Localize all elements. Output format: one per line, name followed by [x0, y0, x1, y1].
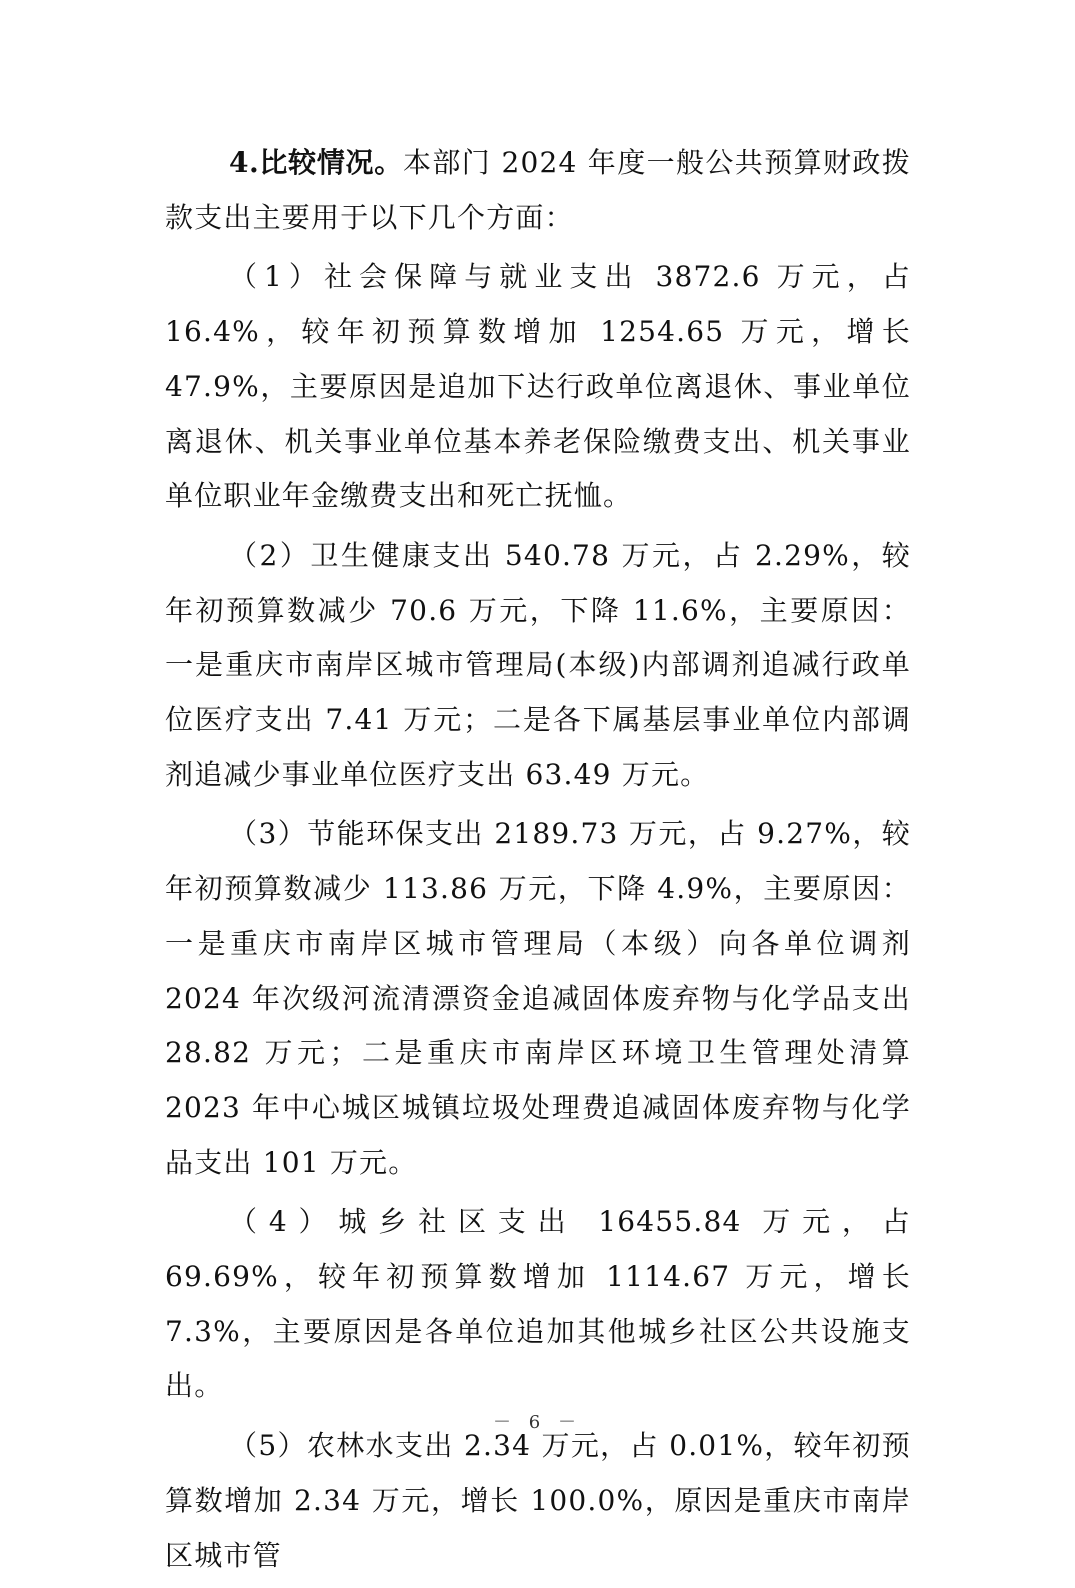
section-heading: 4.比较情况。	[229, 146, 403, 179]
paragraph-text: （4）城乡社区支出 16455.84 万元，占 69.69%，较年初预算数增加 1114.67 万元，增长 7.3%，主要原因是各单位追加其他城乡社区公共设施支出。	[165, 1205, 911, 1403]
paragraph-text: （3）节能环保支出 2189.73 万元，占 9.27%，较年初预算数减少 113.86 万元，下降 4.9%，主要原因：一是重庆市南岸区城市管理局（本级）向各单位调剂 2024 年次级河流清漂资金追减固体废弃物与化学品支出 28.82 万元；二是重庆市南岸区环境卫生管理处清算 2023 年中心城区城镇垃圾处理费追减固体废弃物与化学品支出 101 万元。	[165, 817, 911, 1179]
paragraph-text: （1）社会保障与就业支出 3872.6 万元，占 16.4%，较年初预算数增加 1254.65 万元，增长 47.9%，主要原因是追加下达行政单位离退休、事业单位离退休、机关事业单位基本养老保险缴费支出、机关事业单位职业年金缴费支出和死亡抚恤。	[165, 260, 911, 513]
paragraph-comparison-intro	[165, 136, 911, 245]
paragraph-urban-rural	[165, 1195, 911, 1414]
paragraph-health	[165, 529, 911, 803]
page-number: － 6 －	[493, 1412, 582, 1433]
paragraph-text: 本部门 2024 年度一般公共预算财政拨款支出主要用于以下几个方面：	[165, 146, 912, 234]
paragraph-social-security	[165, 250, 911, 524]
document-body	[165, 136, 911, 1588]
paragraph-text: （2）卫生健康支出 540.78 万元，占 2.29%，较年初预算数减少 70.6 万元，下降 11.6%，主要原因：一是重庆市南岸区城市管理局(本级)内部调剂追减行政单位医疗支出 7.41 万元；二是各下属基层事业单位内部调剂追减少事业单位医疗支出 63.49 万元。	[165, 538, 911, 791]
paragraph-text: （5）农林水支出 2.34 万元，占 0.01%，较年初预算数增加 2.34 万元，增长 100.0%，原因是重庆市南岸区城市管	[165, 1429, 911, 1572]
paragraph-energy-environment	[165, 807, 911, 1190]
paragraph-agriculture	[165, 1419, 911, 1583]
